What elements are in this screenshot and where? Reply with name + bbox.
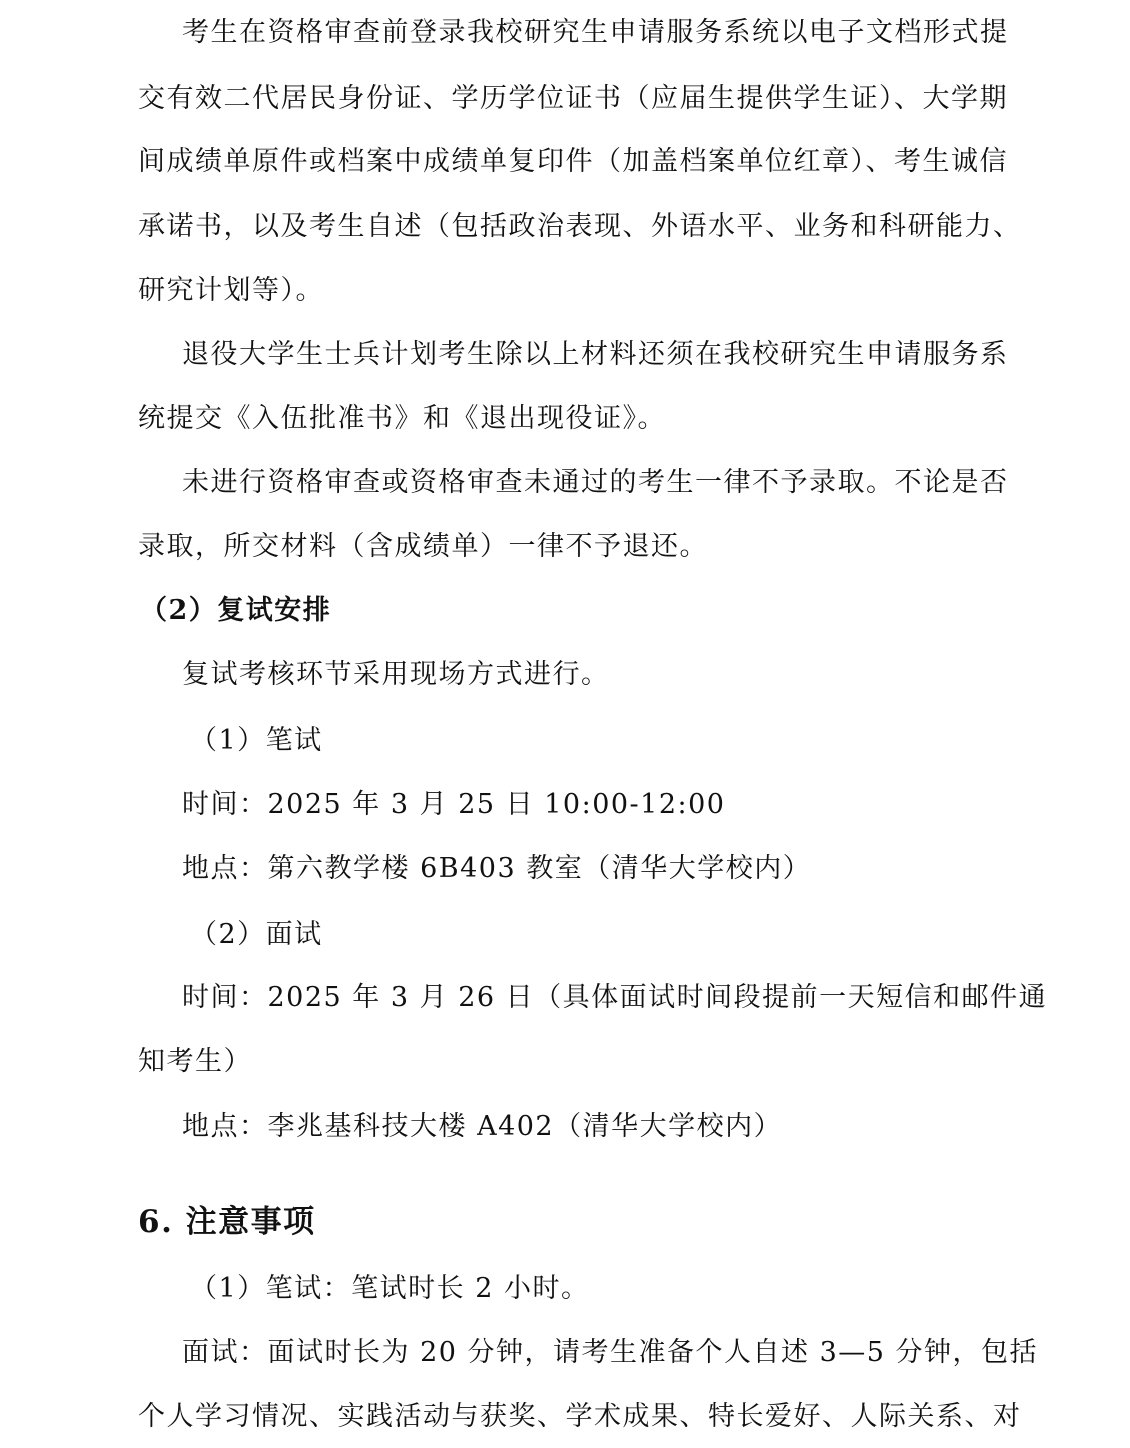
- interview-content-note: 个人学习情况、实践活动与获奖、学术成果、特长爱好、人际关系、对: [138, 1401, 1022, 1432]
- section-title-notes: 6. 注意事项: [138, 1204, 316, 1240]
- interview-place: 地点：李兆基科技大楼 A402（清华大学校内）: [182, 1111, 783, 1142]
- interview-time: 时间：2025 年 3 月 26 日（具体面试时间段提前一天短信和邮件通: [182, 982, 1048, 1013]
- text-line: 承诺书，以及考生自述（包括政治表现、外语水平、业务和科研能力、: [138, 211, 1022, 242]
- interview-label: （2）面试: [190, 919, 323, 950]
- text-line: 间成绩单原件或档案中成绩单复印件（加盖档案单位红章）、考生诚信: [138, 146, 1008, 177]
- written-test-place: 地点：第六教学楼 6B403 教室（清华大学校内）: [182, 853, 812, 884]
- interview-time-continued: 知考生）: [138, 1046, 252, 1077]
- text-line: 统提交《入伍批准书》和《退出现役证》。: [138, 403, 666, 434]
- retest-intro: 复试考核环节采用现场方式进行。: [182, 659, 610, 690]
- text-line: 研究计划等）。: [138, 275, 324, 306]
- interview-duration-note: 面试：面试时长为 20 分钟，请考生准备个人自述 3—5 分钟，包括: [182, 1337, 1039, 1368]
- text-line: 交有效二代居民身份证、学历学位证书（应届生提供学生证）、大学期: [138, 83, 1008, 114]
- text-line: 退役大学生士兵计划考生除以上材料还须在我校研究生申请服务系: [182, 339, 1009, 370]
- text-line: 考生在资格审查前登录我校研究生申请服务系统以电子文档形式提: [182, 17, 1009, 48]
- written-test-duration-note: （1）笔试：笔试时长 2 小时。: [190, 1273, 590, 1304]
- written-test-time: 时间：2025 年 3 月 25 日 10:00-12:00: [182, 789, 726, 820]
- text-line: 未进行资格审查或资格审查未通过的考生一律不予录取。不论是否: [182, 467, 1009, 498]
- written-test-label: （1）笔试: [190, 725, 323, 756]
- text-line: 录取，所交材料（含成绩单）一律不予退还。: [138, 531, 708, 562]
- subsection-title-retest-arrangement: （2）复试安排: [140, 595, 332, 626]
